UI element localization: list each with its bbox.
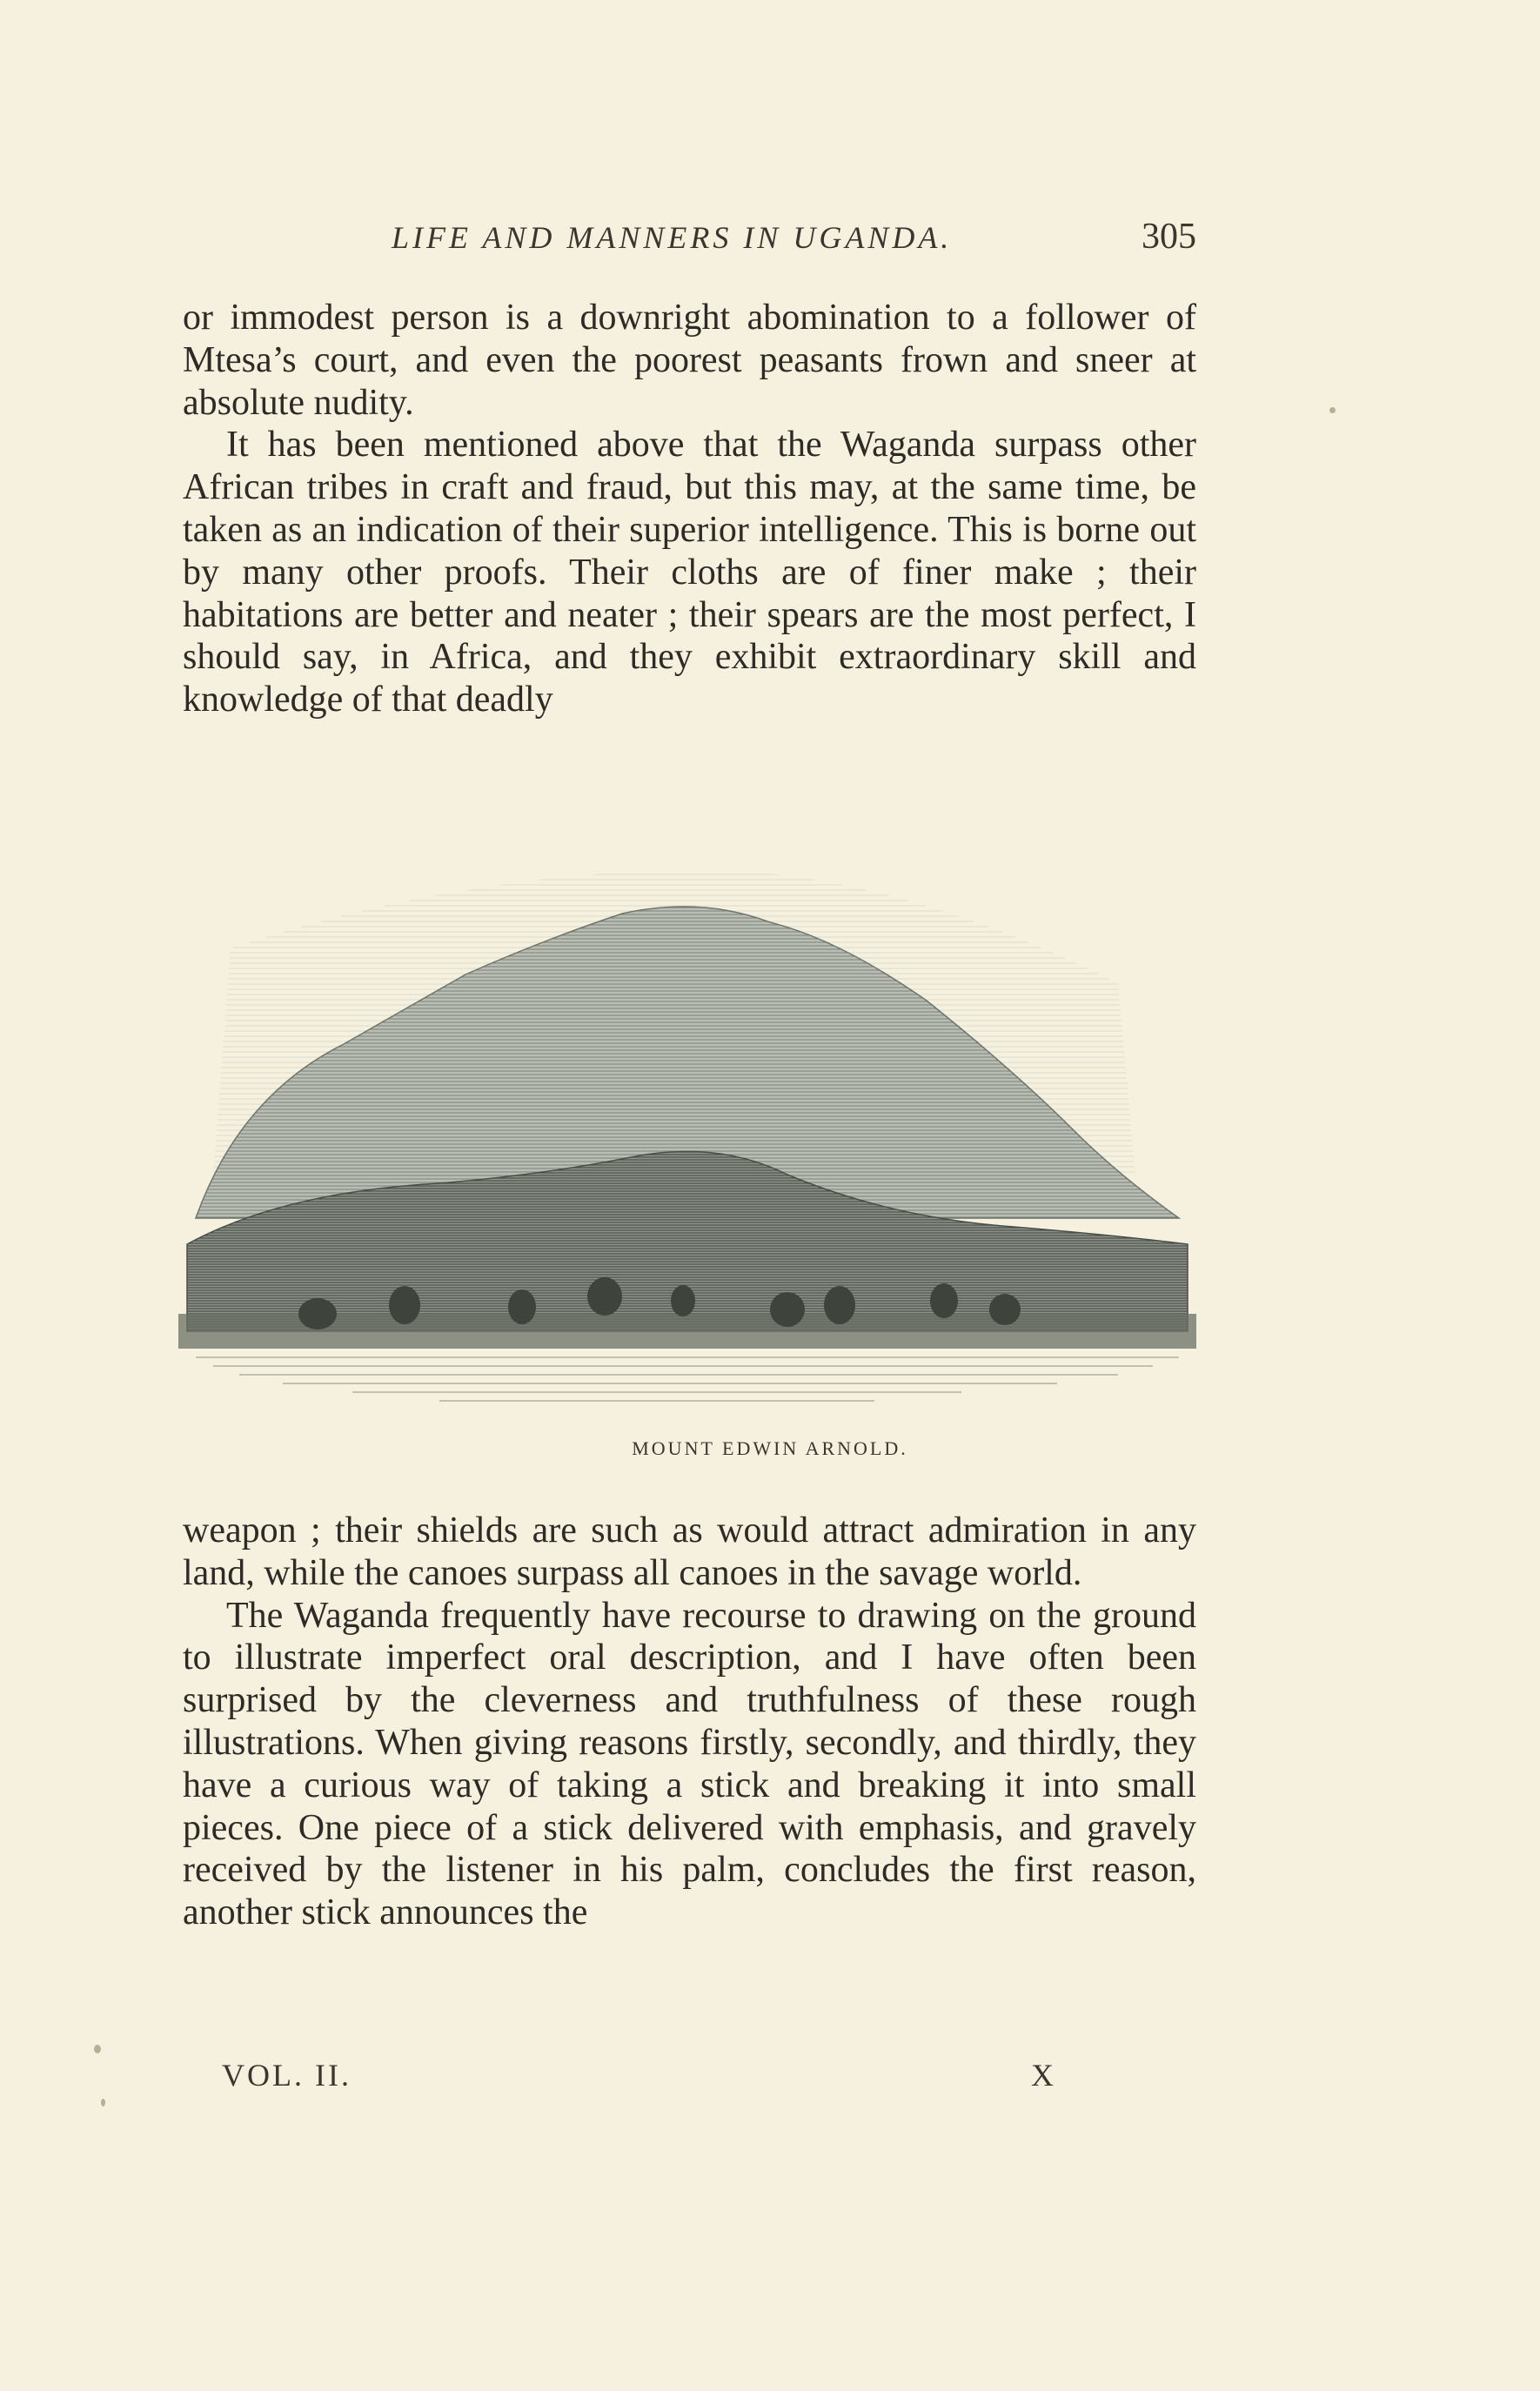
water-lines (196, 1357, 1179, 1401)
page-footer (222, 2057, 1092, 2100)
paragraph-drawing-on-ground: The Waganda frequently have recourse to drawing on the ground to illustrate imperfect oral description, and I have often been surprised by the cleverness and truthfulness of these rough illustrations. When giving reasons firstly, secondly, and thirdly, they have a curious way of taking a stick and breaking it into small pieces. One piece of a stick delivered with emphasis, and gravely received by the listener in his palm, concludes the first reason, another stick announces the (183, 1595, 1196, 1933)
figure-caption: MOUNT EDWIN ARNOLD. (632, 1437, 908, 1459)
paper-speck (101, 2099, 105, 2106)
paper-speck (94, 2045, 101, 2053)
paragraph-continuation: or immodest person is a downright abomination to a follower of Mtesa’s court, and even the poorest peasants frown and sneer at absolute nudity. (183, 298, 1196, 423)
paragraph-weapon-continuation: weapon ; their shields are such as would attract admiration in any land, while the canoes surpass all canoes in the savage world. (183, 1510, 1196, 1593)
running-head (183, 219, 1196, 271)
page-number: 305 (1142, 217, 1196, 257)
paragraph-waganda-intelligence: It has been mentioned above that the Waganda surpass other African tribes in craft and fraud, but this may, at the same time, be taken as an indication of their superior intelligence. This is borne out by many other proofs. Their cloths are of finer make ; their habitations are better and neater ; their spears are the most perfect, I should say, in Africa, and they exhibit extraordinary skill and knowledge of that deadly (183, 425, 1196, 720)
mountain-engraving (178, 809, 1196, 1436)
text-block-bottom (183, 1510, 1196, 1934)
running-title: LIFE AND MANNERS IN UGANDA. (392, 220, 953, 255)
text-block-top (183, 297, 1196, 721)
engraving-mount-edwin-arnold (178, 809, 1196, 1453)
gathering-letter: X (1031, 2058, 1054, 2093)
paper-speck (1329, 407, 1336, 413)
signature-mark: VOL. II. (222, 2058, 352, 2093)
